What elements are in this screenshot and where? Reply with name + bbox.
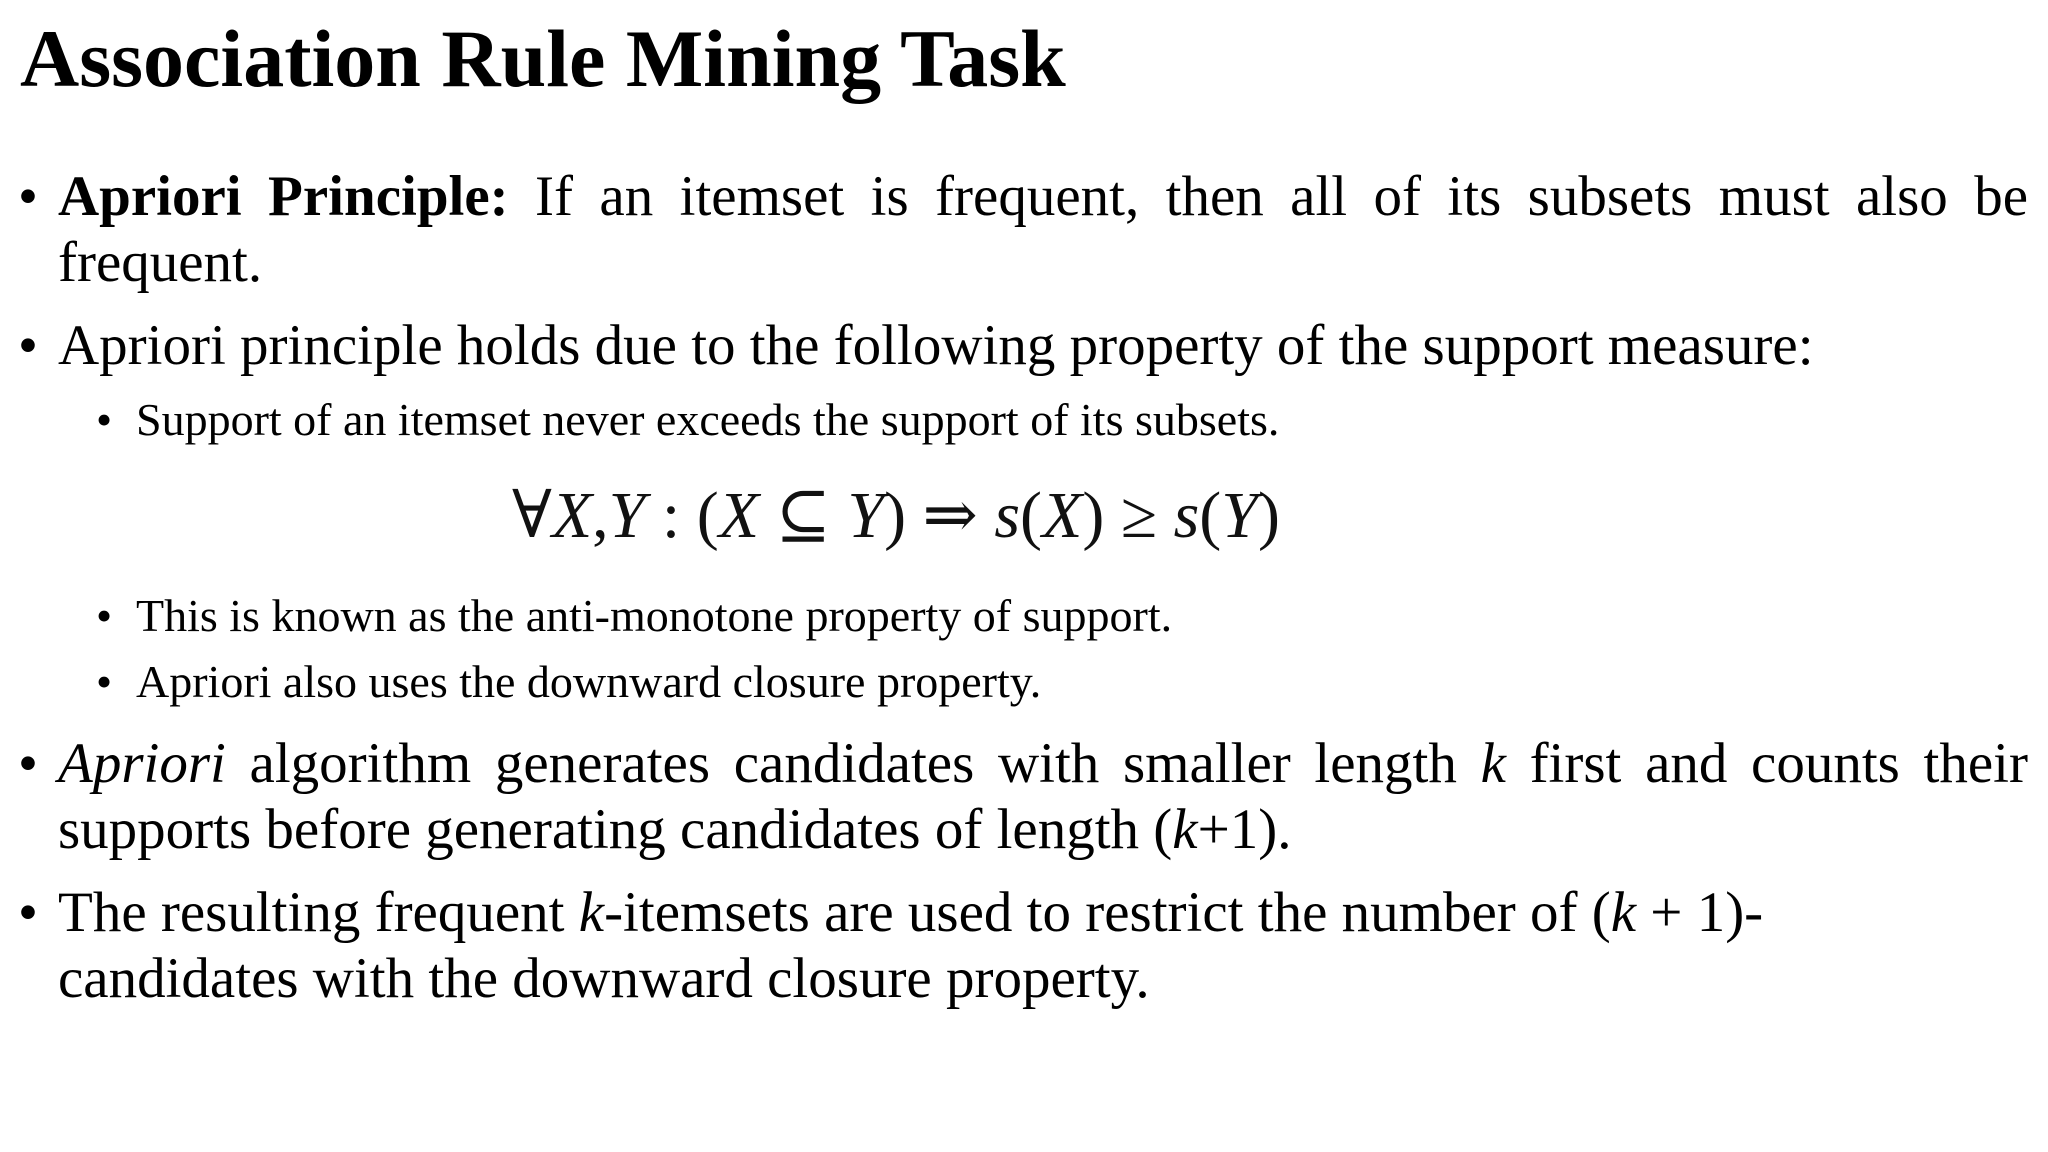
formula-y: Y [847,479,885,552]
bullet-apriori-algorithm [18,731,2028,863]
sub-bullet-dot: • [96,590,113,641]
formula-y: Y [1221,479,1258,552]
slide-title: Association Rule Mining Task [20,13,1066,104]
formula-comma: , [592,479,609,552]
bullet-apriori-principle [18,164,2028,296]
bullet-body: -itemsets are used to restrict the number of ( [604,881,1611,944]
bullet-dot: • [18,732,38,795]
formula-paren: ) [1257,479,1280,552]
formula-ge: ) ≥ [1082,479,1174,552]
bullet-support-property [18,313,2028,379]
bullet-dot: • [18,314,38,377]
bullet-text: Apriori principle holds due to the following property of the support measure: [58,314,1814,377]
bullet-text [58,731,2028,863]
anti-monotone-formula [512,478,1280,554]
sub-bullet-dot: • [96,656,113,707]
formula-colon: : ( [645,479,719,552]
formula-paren: ( [1199,479,1222,552]
sub-bullet-downward-closure [96,654,1996,710]
formula-paren: ( [1020,479,1043,552]
formula-y: Y [608,479,646,552]
sub-bullet-text: Support of an itemset never exceeds the support of its subsets. [136,394,1280,445]
formula-forall: ∀ [512,479,552,552]
bullet-body: If an itemset is frequent, then all of its subsets must also be frequent. [58,165,2029,294]
formula-subseteq: ⊆ [759,479,848,552]
bullet-frequent-k-itemsets [18,880,1888,1012]
bullet-body: +1). [1197,798,1292,861]
formula-s: s [1173,479,1200,552]
k-variable: k [1480,732,1506,795]
apriori-italic: Apriori [58,732,226,795]
sub-bullet-anti-monotone [96,588,1996,644]
bullet-text [58,164,2028,296]
bullet-body: + 1)-candidates with the downward closure property. [58,881,1764,1010]
formula-x: X [718,479,760,552]
bullet-body: The resulting frequent [58,881,579,944]
bullet-body: first and counts their supports before generating candidates of length ( [58,732,2028,861]
formula-x: X [551,479,593,552]
formula-implies: ) ⇒ [884,479,995,552]
sub-bullet-text: This is known as the anti-monotone property of support. [136,590,1173,641]
k-variable: k [578,881,605,944]
formula-x: X [1042,479,1083,552]
sub-bullet-support-never-exceeds [96,392,1996,448]
k-variable: k [1172,798,1198,861]
bullet-text [58,880,1888,1012]
bullet-dot: • [18,881,38,944]
bullet-bold-term: Apriori Principle: [58,165,509,228]
k-variable: k [1610,881,1637,944]
sub-bullet-dot: • [96,394,113,445]
sub-bullet-text: Apriori also uses the downward closure property. [136,656,1042,707]
bullet-dot: • [18,165,38,228]
bullet-body: algorithm generates candidates with smaller length [225,732,1481,795]
formula-s: s [994,479,1021,552]
